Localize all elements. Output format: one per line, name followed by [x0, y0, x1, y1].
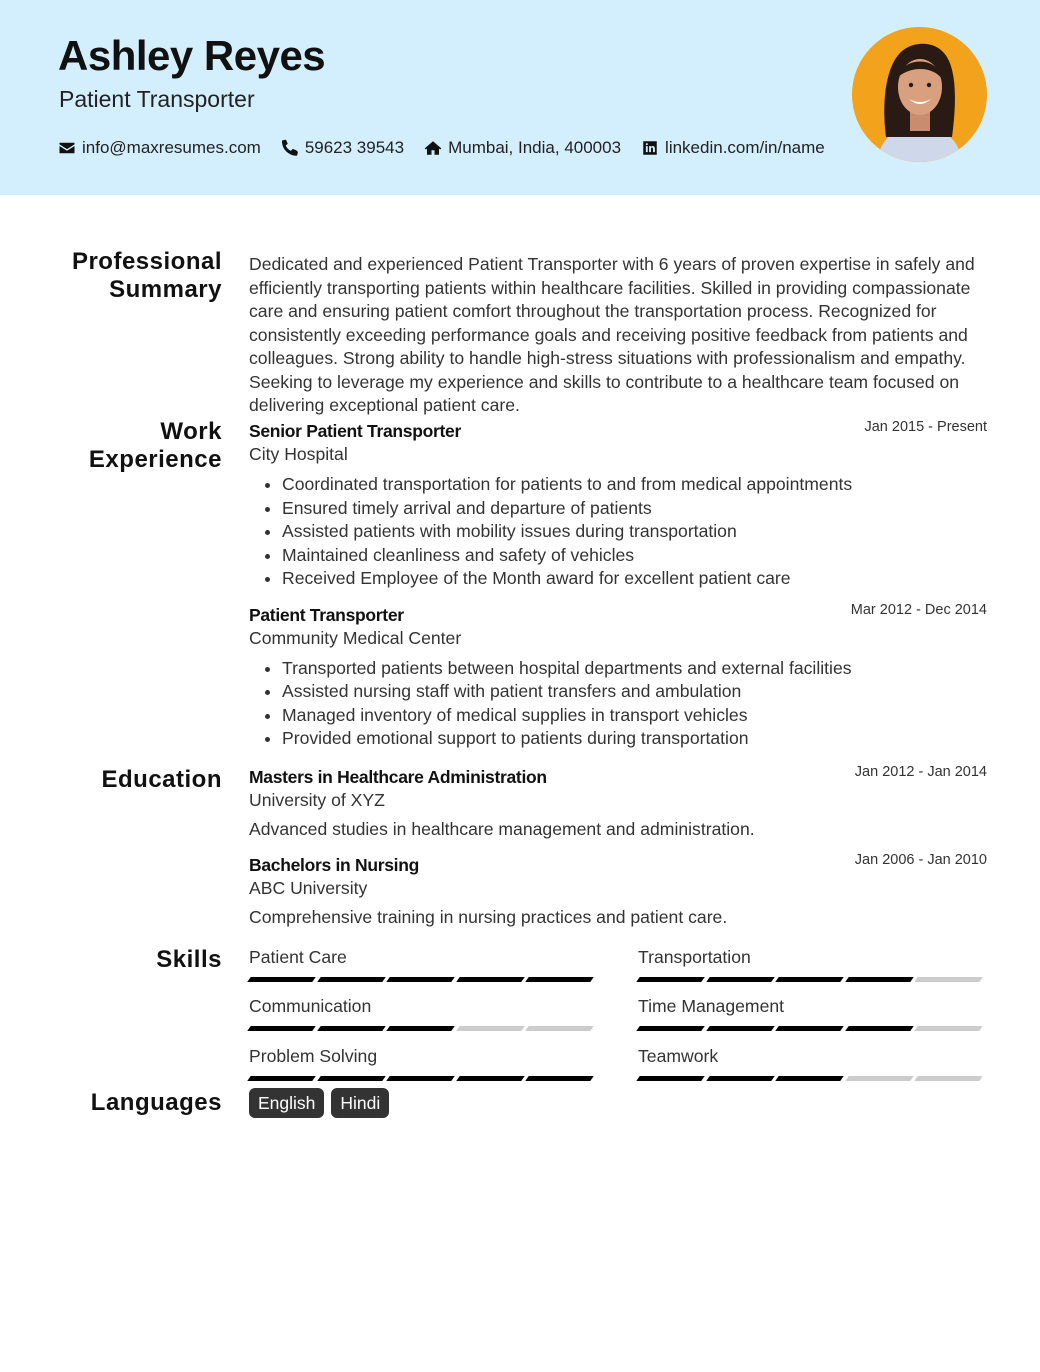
skill-segment-filled [386, 1026, 454, 1031]
resume-header [0, 0, 1040, 195]
job-bullet: • Assisted patients with mobility issues during transportation [282, 520, 987, 544]
skill-name: Teamwork [638, 1046, 719, 1066]
skill-segment-filled [636, 977, 704, 982]
skill-segment-filled [636, 1026, 704, 1031]
job-bullet: • Maintained cleanliness and safety of vehicles [282, 544, 987, 568]
skill-segment-filled [845, 1026, 913, 1031]
language-badge: English [249, 1088, 324, 1118]
phone-icon [281, 139, 299, 157]
job-bullet: • Coordinated transportation for patients to and from medical appointments [282, 473, 987, 497]
skill-item [249, 995, 597, 1031]
skill-segment-filled [775, 977, 843, 982]
skill-level-bar [249, 1026, 597, 1031]
contact-email-text: info@maxresumes.com [82, 138, 261, 157]
contact-address-text: Mumbai, India, 400003 [448, 138, 622, 157]
home-icon [424, 139, 442, 157]
skill-segment-filled [706, 977, 774, 982]
skill-segment-filled [456, 977, 524, 982]
job-title: Senior Patient Transporter [249, 421, 461, 441]
language-badge: Hindi [331, 1088, 389, 1118]
job-date: Mar 2012 - Dec 2014 [850, 601, 987, 618]
skill-segment-filled [706, 1026, 774, 1031]
school-name: ABC University [249, 877, 368, 898]
summary-heading-line-2: Summary [109, 276, 222, 303]
summary-heading [22, 248, 222, 304]
job-bullet: • Ensured timely arrival and departure of patients [282, 497, 987, 521]
job-company: Community Medical Center [249, 627, 462, 648]
skill-item [249, 946, 597, 982]
linkedin-icon [641, 139, 659, 157]
job-bullets [249, 473, 987, 591]
skill-segment-filled [386, 977, 454, 982]
contact-bar [58, 138, 845, 158]
skill-segment-empty [915, 1026, 983, 1031]
skill-item [638, 995, 986, 1031]
summary-heading-line-1: Professional [71, 248, 222, 275]
education-date: Jan 2006 - Jan 2010 [854, 851, 987, 868]
skill-name: Patient Care [249, 947, 347, 967]
job-bullet: • Received Employee of the Month award for excellent patient care [282, 567, 987, 591]
job-title: Patient Transporter [249, 604, 404, 625]
skill-segment-empty [915, 977, 983, 982]
skill-level-bar [638, 1026, 986, 1031]
job-entry [249, 601, 987, 751]
skill-level-bar [638, 1076, 986, 1081]
avatar [852, 27, 987, 162]
skill-segment-filled [386, 1076, 454, 1081]
experience-heading-line-2: Experience [88, 446, 222, 473]
profile-photo-illustration [852, 27, 987, 162]
contact-phone[interactable] [281, 138, 404, 158]
language-list [249, 1088, 987, 1118]
job-bullet: • Transported patients between hospital departments and external facilities [282, 657, 987, 681]
contact-email[interactable] [58, 138, 261, 158]
skill-segment-filled [317, 1026, 385, 1031]
skill-segment-filled [845, 977, 913, 982]
education-date: Jan 2012 - Jan 2014 [854, 764, 987, 780]
envelope-icon [58, 139, 76, 157]
education-heading: Education [101, 766, 222, 793]
contact-linkedin-text: linkedin.com/in/name [665, 138, 825, 157]
summary-text: Dedicated and experienced Patient Transporter with 6 years of proven expertise in safely and efficiently transporting patients within healthcare facilities. Skilled in providing compassionate care and ensuring patient comfort throughout the transportation process. Recognized for consistently exceeding performance goals and receiving positive feedback from patients and colleagues. Strong ability to handle high-stress situations with professionalism and empathy. Seeking to leverage my experience and skills to contribute to a healthcare team focused on delivering exceptional patient care. [249, 254, 975, 415]
skill-segment-filled [247, 1026, 315, 1031]
skills-section [0, 944, 1040, 1084]
skill-segment-empty [915, 1076, 983, 1081]
education-entry [249, 766, 987, 842]
skill-segment-filled [247, 977, 315, 982]
languages-heading: Languages [90, 1089, 222, 1116]
skill-segment-empty [456, 1026, 524, 1031]
skills-grid [249, 946, 987, 1086]
job-bullets [249, 657, 987, 751]
skill-name: Time Management [638, 996, 785, 1016]
job-company: City Hospital [249, 444, 348, 464]
job-bullet: • Provided emotional support to patients during transportation [282, 727, 987, 751]
skill-segment-filled [247, 1076, 315, 1081]
experience-heading [22, 418, 222, 474]
job-date: Jan 2015 - Present [864, 419, 987, 435]
skills-heading: Skills [156, 946, 222, 973]
skill-segment-filled [526, 1076, 594, 1081]
skill-segment-filled [456, 1076, 524, 1081]
skill-segment-empty [845, 1076, 913, 1081]
school-name: University of XYZ [249, 790, 385, 810]
education-description: Comprehensive training in nursing practices and patient care. [249, 906, 728, 927]
skill-level-bar [249, 977, 597, 982]
skill-name: Transportation [638, 947, 751, 967]
degree-title: Bachelors in Nursing [249, 854, 420, 875]
skill-segment-filled [775, 1076, 843, 1081]
skill-segment-empty [526, 1026, 594, 1031]
skill-segment-filled [775, 1026, 843, 1031]
skill-item [249, 1045, 597, 1081]
skill-level-bar [638, 977, 986, 982]
skill-segment-filled [526, 977, 594, 982]
skill-segment-filled [706, 1076, 774, 1081]
skill-segment-filled [317, 977, 385, 982]
contact-linkedin[interactable] [641, 138, 825, 158]
contact-address [424, 138, 621, 158]
experience-heading-line-1: Work [160, 418, 222, 445]
contact-phone-text: 59623 39543 [304, 138, 405, 157]
education-description: Advanced studies in healthcare management and administration. [249, 819, 755, 839]
job-bullet: • Assisted nursing staff with patient transfers and ambulation [282, 680, 987, 704]
skill-name: Communication [249, 996, 372, 1016]
skill-segment-filled [317, 1076, 385, 1081]
skill-level-bar [249, 1076, 597, 1081]
job-entry [249, 420, 987, 591]
candidate-title: Patient Transporter [59, 86, 255, 112]
skill-segment-filled [636, 1076, 704, 1081]
skill-item [638, 1045, 986, 1081]
education-entry [249, 851, 987, 930]
skill-item [638, 946, 986, 982]
job-bullet: • Managed inventory of medical supplies in transport vehicles [282, 704, 987, 728]
candidate-name: Ashley Reyes [58, 32, 326, 79]
degree-title: Masters in Healthcare Administration [249, 767, 547, 787]
skill-name: Problem Solving [249, 1046, 378, 1066]
